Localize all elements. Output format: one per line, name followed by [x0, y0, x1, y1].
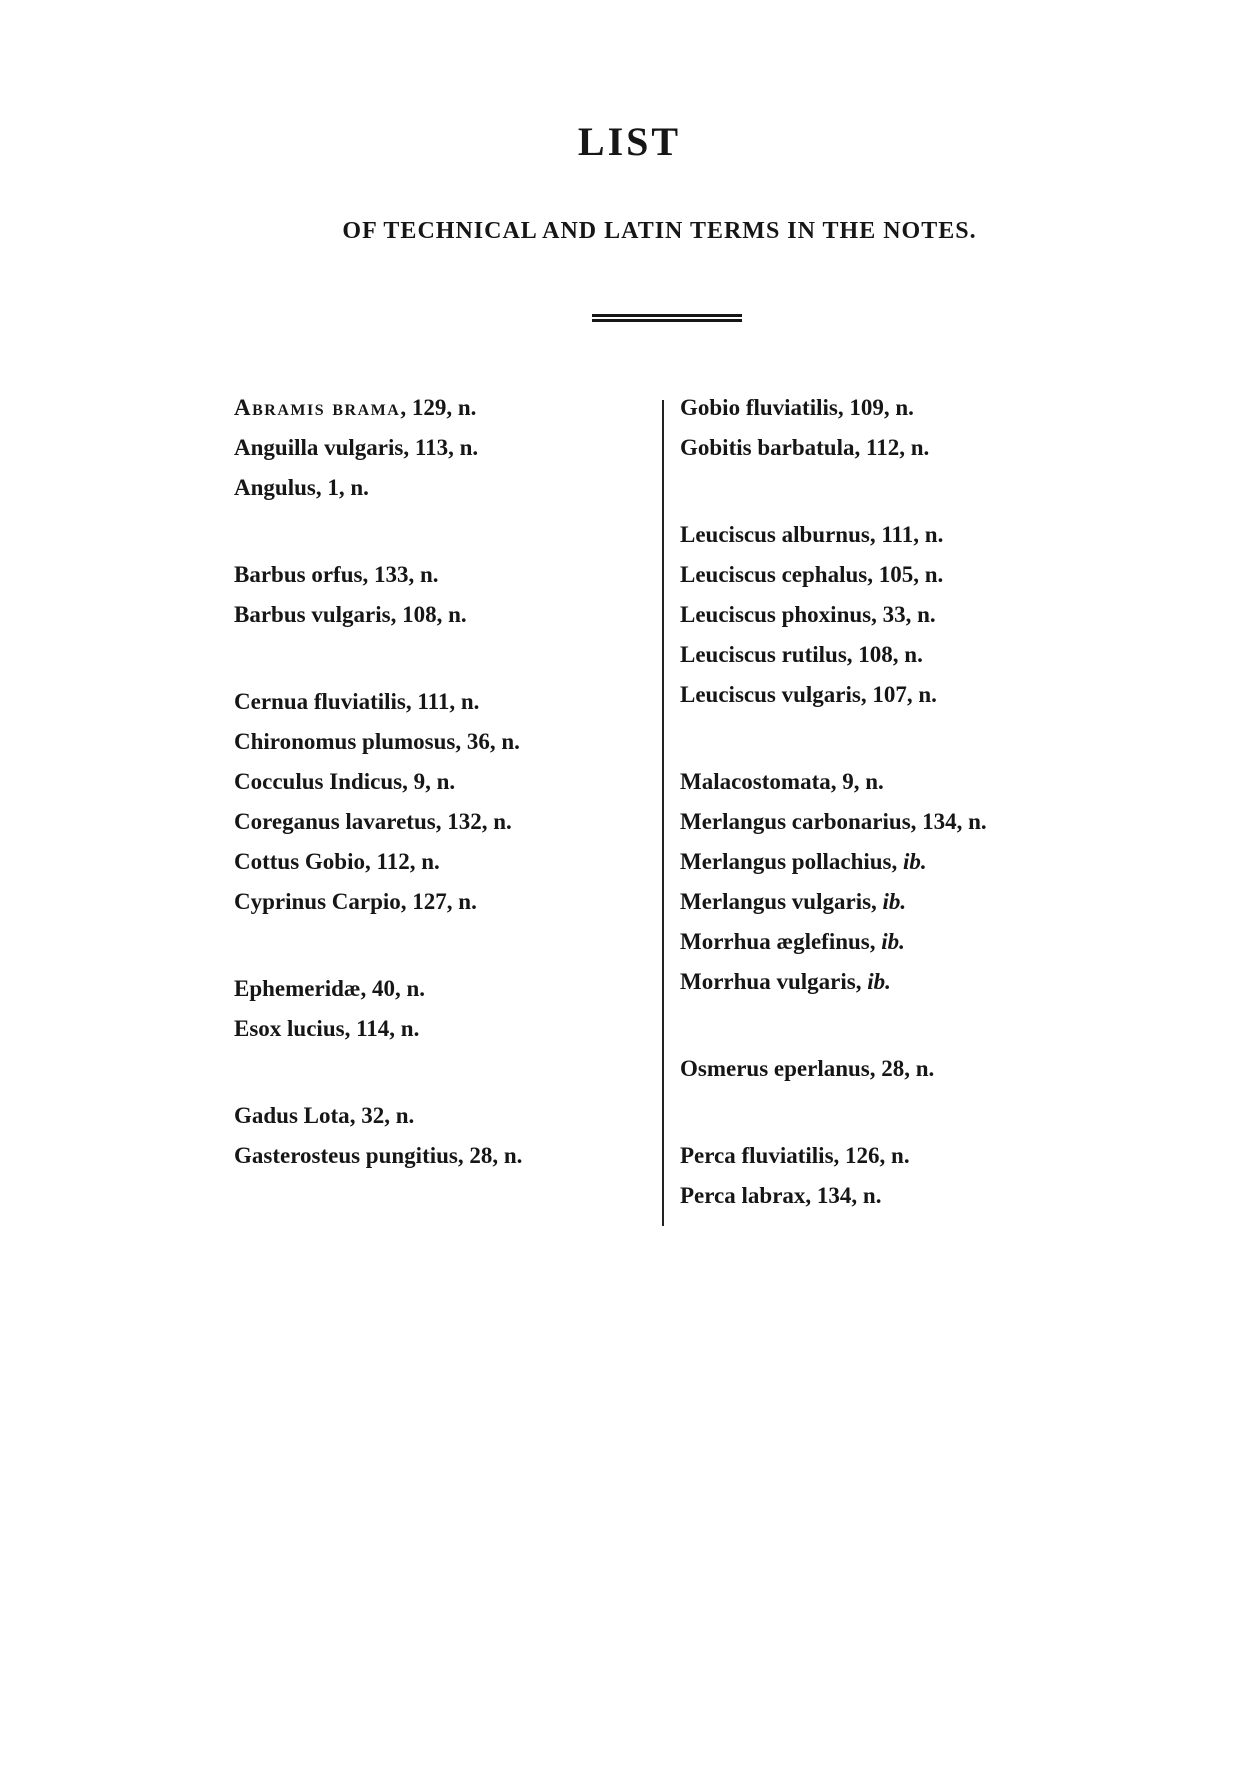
index-page-ref: , 111, n. [405, 689, 480, 714]
decorative-rule [592, 314, 742, 323]
index-entry [680, 962, 1100, 1002]
index-page-ref: , 134, n. [910, 809, 987, 834]
index-term: Barbus vulgaris [234, 602, 391, 627]
column-divider [662, 400, 664, 1226]
index-page-ref: , 114, n. [344, 1016, 420, 1041]
index-ibid-ref: ib. [867, 969, 891, 994]
index-page-ref: , 108, n. [846, 642, 923, 667]
index-gap [680, 1089, 1100, 1136]
index-entry [234, 1009, 654, 1049]
index-entry [234, 762, 654, 802]
index-page-ref: , 127, n. [400, 889, 477, 914]
index-page-ref: , 132, n. [435, 809, 512, 834]
index-term: Cottus Gobio [234, 849, 365, 874]
index-gap [680, 715, 1100, 762]
index-term: Cernua fluviatilis [234, 689, 406, 714]
index-entry [234, 882, 654, 922]
index-entry [680, 635, 1100, 675]
index-entry [234, 468, 654, 508]
index-ibid-ref: ib. [881, 929, 905, 954]
index-entry [234, 969, 654, 1009]
index-entry [234, 722, 654, 762]
index-entry [680, 882, 1100, 922]
index-entry [234, 555, 654, 595]
index-entry [680, 922, 1100, 962]
index-page-ref: , 112, n. [365, 849, 440, 874]
index-term: Merlangus vulgaris [680, 889, 872, 914]
rule-line-bottom [592, 319, 742, 322]
index-entry [680, 428, 1100, 468]
index-page-ref: , [869, 929, 882, 954]
index-entry [680, 595, 1100, 635]
index-entry [234, 1136, 654, 1176]
index-entry [234, 802, 654, 842]
index-gap [680, 1002, 1100, 1049]
index-term: Malacostomata [680, 769, 831, 794]
index-entry [680, 762, 1100, 802]
index-column-left [234, 388, 654, 1176]
index-page-ref: , 36, n. [455, 729, 520, 754]
index-page-ref: , 112, n. [854, 435, 930, 460]
index-page-ref: , 28, n. [457, 1143, 523, 1168]
index-term: Leuciscus cephalus [680, 562, 868, 587]
index-term: Leuciscus phoxinus [680, 602, 872, 627]
index-term: Chironomus plumosus [234, 729, 456, 754]
page-title: LIST [577, 119, 682, 164]
index-entry [680, 1049, 1100, 1089]
index-term: Esox lucius [234, 1016, 345, 1041]
index-term: Leuciscus vulgaris [680, 682, 861, 707]
index-page-ref: , 126, n. [833, 1143, 910, 1168]
index-page-ref: , 105, n. [867, 562, 944, 587]
index-term: Ephemeridæ [234, 976, 361, 1001]
index-page-ref: , [855, 969, 868, 994]
index-term: Perca fluviatilis [680, 1143, 834, 1168]
index-entry [234, 682, 654, 722]
index-entry [680, 388, 1100, 428]
index-term: Cocculus Indicus [234, 769, 403, 794]
index-term: Gasterosteus pungitius [234, 1143, 458, 1168]
index-page-ref: , 111, n. [869, 522, 944, 547]
index-page-ref: , 107, n. [860, 682, 937, 707]
index-page-ref: , 9, n. [402, 769, 456, 794]
index-entry [680, 515, 1100, 555]
index-ibid-ref: ib. [882, 889, 907, 914]
index-term: Morrhua vulgaris [680, 969, 856, 994]
index-term: Merlangus pollachius [680, 849, 892, 874]
index-entry [680, 842, 1100, 882]
index-page-ref: , 1, n. [315, 475, 369, 500]
index-term: Perca labrax [680, 1183, 806, 1208]
index-entry [680, 1176, 1100, 1216]
index-entry [680, 802, 1100, 842]
index-term: Abramis brama [234, 395, 401, 420]
index-page-ref: , 33, n. [871, 602, 936, 627]
index-gap [234, 922, 654, 969]
index-entry [234, 842, 654, 882]
index-term: Barbus orfus [234, 562, 363, 587]
index-page-ref: , [891, 849, 904, 874]
index-page-ref: , 134, n. [805, 1183, 882, 1208]
index-term: Leuciscus alburnus [680, 522, 870, 547]
rule-line-top [592, 314, 742, 317]
index-gap [680, 468, 1100, 515]
index-term: Osmerus eperlanus [680, 1056, 870, 1081]
index-entry [234, 595, 654, 635]
index-page-ref: , 113, n. [403, 435, 479, 460]
index-entry [234, 428, 654, 468]
index-entry [234, 388, 654, 428]
index-gap [234, 635, 654, 682]
index-term: Leuciscus rutilus [680, 642, 847, 667]
index-page-ref: , 40, n. [360, 976, 426, 1001]
index-term: Gobitis barbatula [680, 435, 855, 460]
index-entry [680, 675, 1100, 715]
index-page-ref: , 108, n. [390, 602, 467, 627]
index-term: Cyprinus Carpio [234, 889, 401, 914]
page-subtitle: OF TECHNICAL AND LATIN TERMS IN THE NOTES. [342, 218, 977, 244]
index-page-ref: , 28, n. [869, 1056, 935, 1081]
index-page-ref: , 133, n. [362, 562, 439, 587]
index-page-ref: , 9, n. [830, 769, 884, 794]
index-term: Gobio fluviatilis [680, 395, 838, 420]
index-term: Anguilla vulgaris [234, 435, 404, 460]
index-entry [680, 1136, 1100, 1176]
index-ibid-ref: ib. [903, 849, 927, 874]
index-page-ref: , 129, n. [400, 395, 477, 420]
index-term: Merlangus carbonarius [680, 809, 911, 834]
index-page-ref: , 32, n. [349, 1103, 415, 1128]
index-gap [234, 1049, 654, 1096]
index-entry [680, 555, 1100, 595]
index-term: Morrhua æglefinus [680, 929, 870, 954]
index-term: Gadus Lota [234, 1103, 350, 1128]
index-column-right [680, 388, 1100, 1216]
index-page-ref: , [871, 889, 883, 914]
index-gap [234, 508, 654, 555]
index-term: Angulus [234, 475, 316, 500]
index-page-ref: , 109, n. [837, 395, 914, 420]
index-term: Coreganus lavaretus [234, 809, 436, 834]
index-entry [234, 1096, 654, 1136]
